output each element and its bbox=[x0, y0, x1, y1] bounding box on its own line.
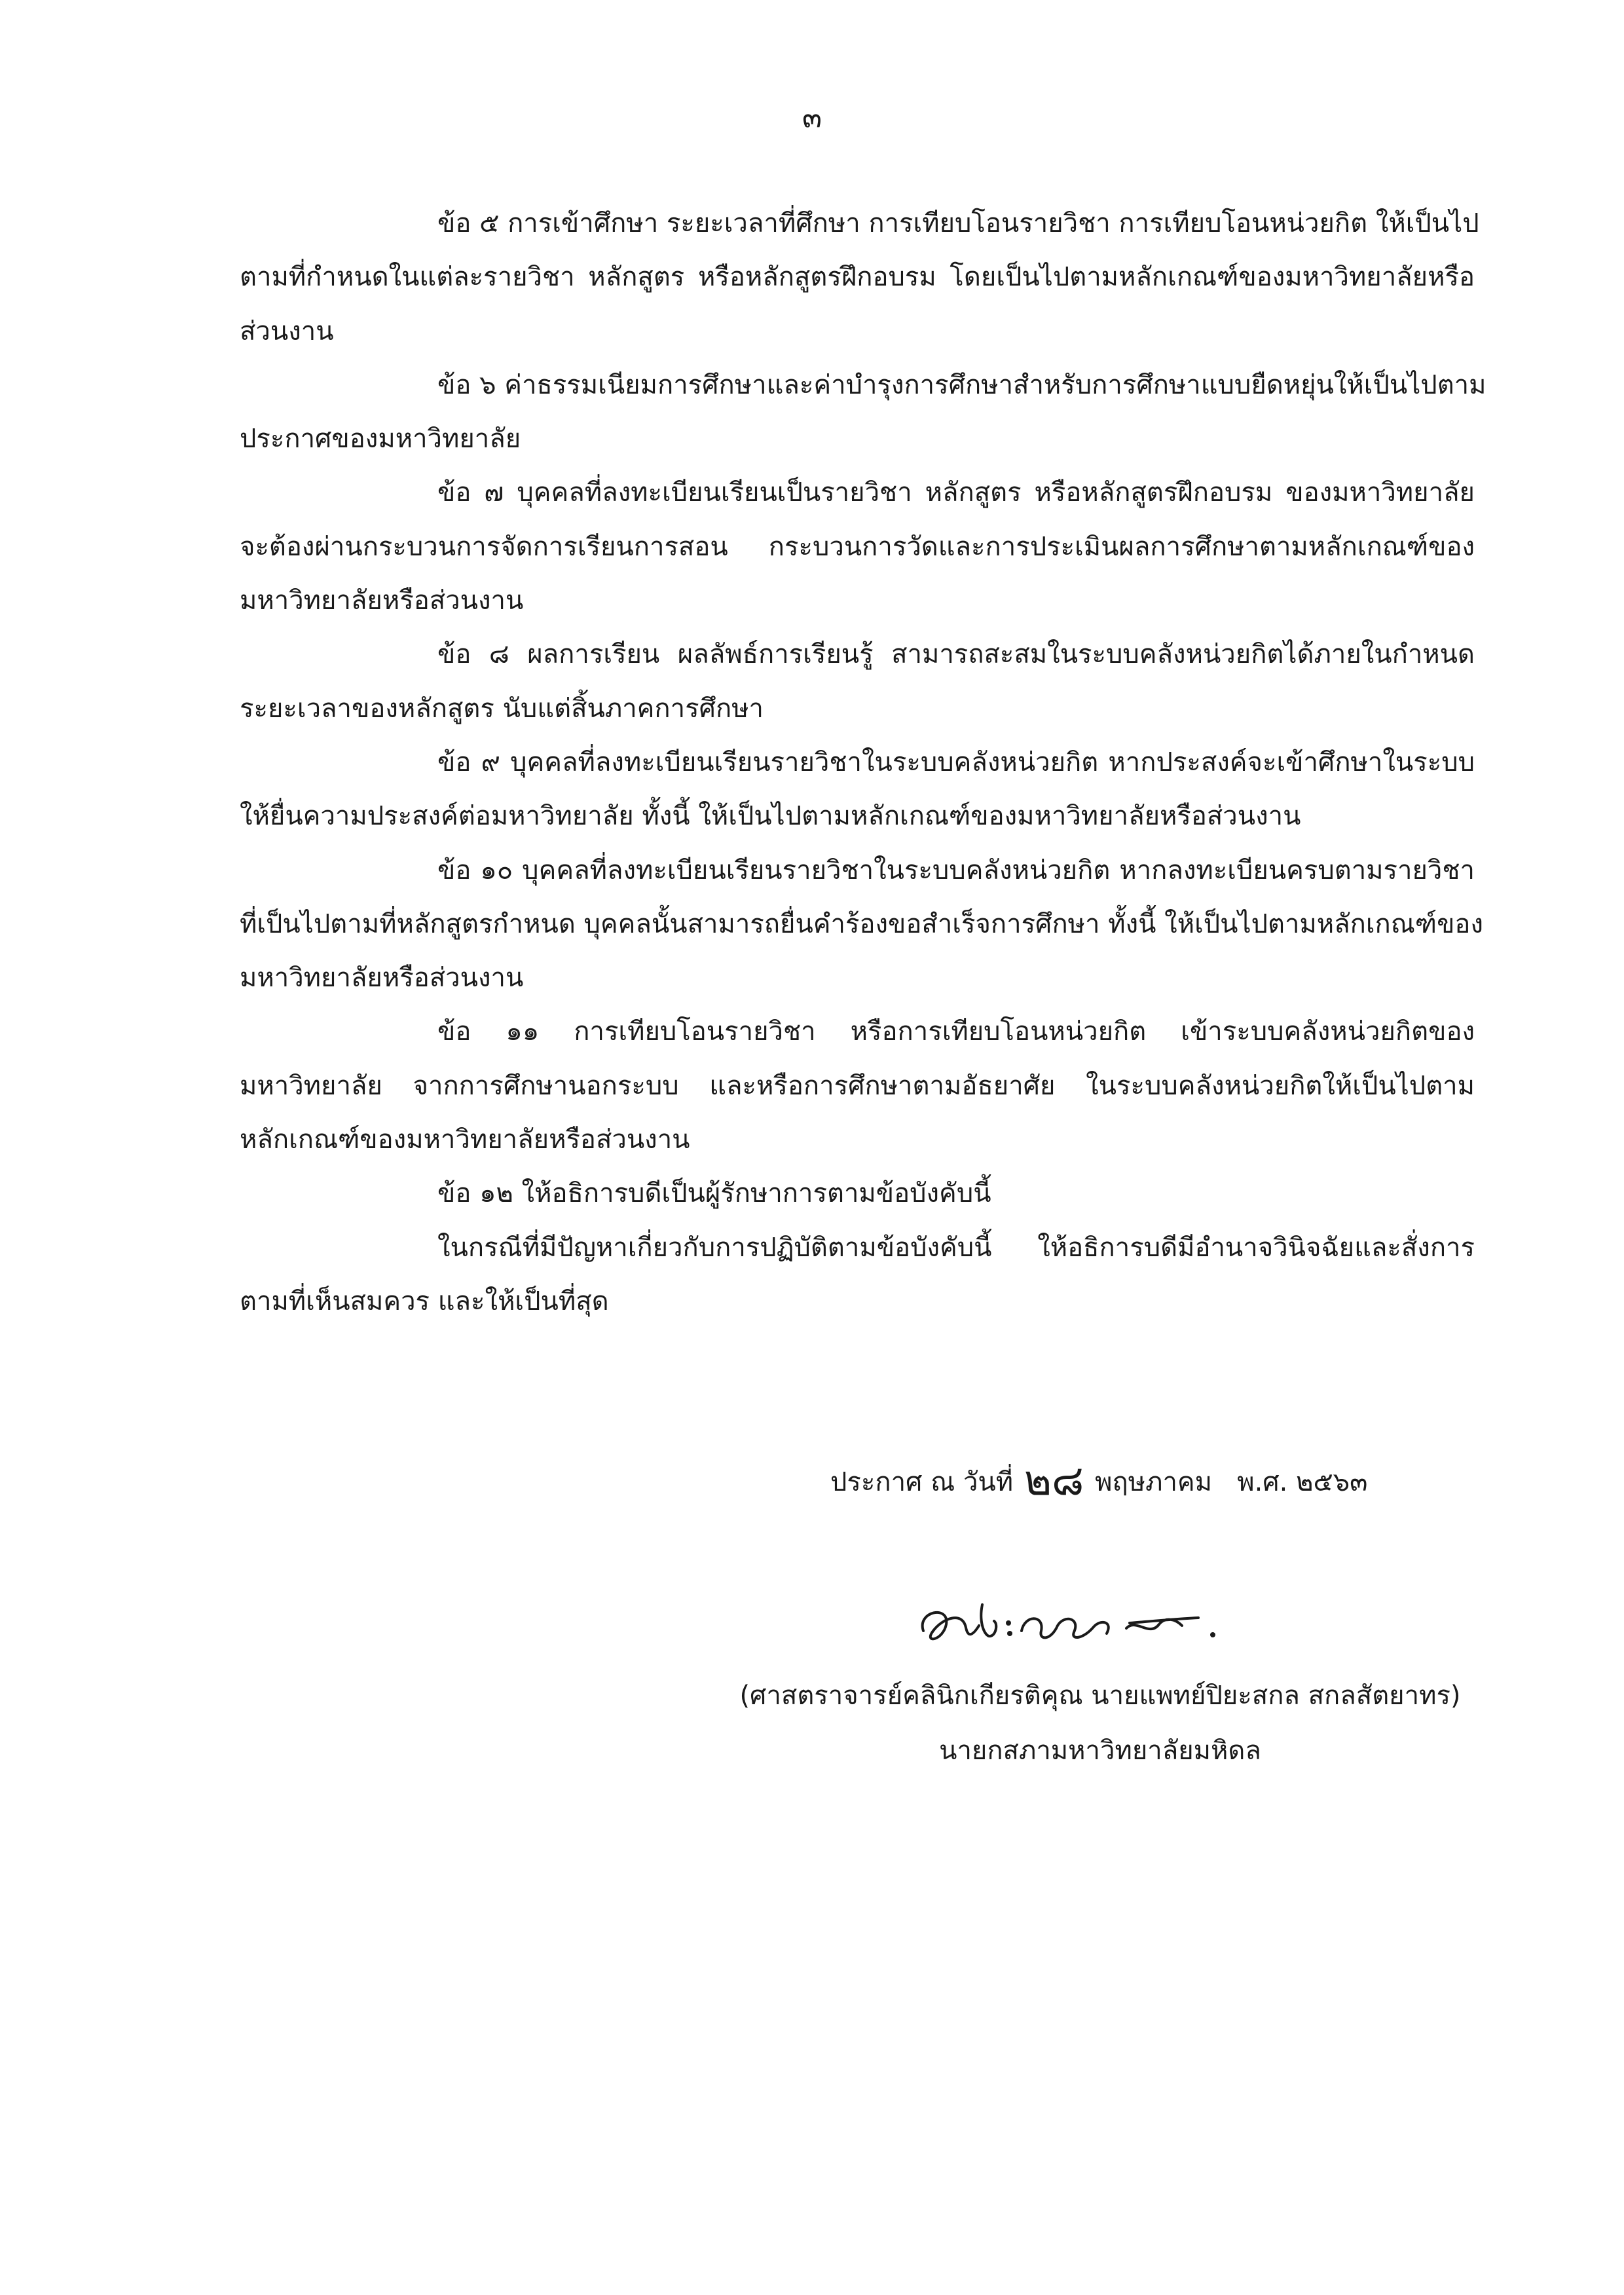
clause-12 bbox=[240, 1166, 1475, 1220]
clause-final-authority bbox=[240, 1221, 1475, 1329]
announcement-day-handwritten: ๒๘ bbox=[1024, 1457, 1084, 1505]
clause-8 bbox=[240, 627, 1475, 736]
page-number: ๓ bbox=[802, 101, 822, 134]
clause-6 bbox=[240, 358, 1486, 466]
announcement-year: พ.ศ. ๒๕๖๓ bbox=[1237, 1467, 1368, 1497]
clause-first-line: ข้อ ๖ ค่าธรรมเนียมการศึกษาและค่าบำรุงการศึกษาสำหรับการศึกษาแบบยืดหยุ่นให้เป็นไปตาม bbox=[437, 369, 1486, 400]
clause-line: มหาวิทยาลัย จากการศึกษานอกระบบ และหรือการศึกษาตามอัธยาศัย ในระบบคลังหน่วยกิตให้เป็นไปตาม bbox=[240, 1070, 1475, 1101]
clause-line: ที่เป็นไปตามที่หลักสูตรกำหนด บุคคลนั้นสามารถยื่นคำร้องขอสำเร็จการศึกษา ทั้งนี้ ให้เป็นไปตามหลักเกณฑ์ของ bbox=[240, 908, 1483, 939]
clause-9 bbox=[240, 736, 1475, 844]
clause-first-line: ข้อ ๑๒ ให้อธิการบดีเป็นผู้รักษาการตามข้อบังคับนี้ bbox=[437, 1178, 991, 1209]
announcement-prefix: ประกาศ ณ วันที่ bbox=[830, 1467, 1014, 1497]
clause-first-line: ข้อ ๘ ผลการเรียน ผลลัพธ์การเรียนรู้ สามารถสะสมในระบบคลังหน่วยกิตได้ภายในกำหนด bbox=[437, 639, 1475, 670]
announcement-date bbox=[830, 1455, 1367, 1509]
signer-title: นายกสภามหาวิทยาลัยมหิดล bbox=[939, 1736, 1261, 1766]
clause-line: ตามที่เห็นสมควร และให้เป็นที่สุด bbox=[240, 1286, 609, 1316]
clause-line: ประกาศของมหาวิทยาลัย bbox=[240, 424, 521, 455]
signer-name: (ศาสตราจารย์คลินิกเกียรติคุณ นายแพทย์ปิยะสกล สกลสัตยาทร) bbox=[739, 1681, 1461, 1711]
clause-11 bbox=[240, 1005, 1475, 1166]
clause-line: จะต้องผ่านกระบวนการจัดการเรียนการสอน กระบวนการวัดและการประเมินผลการศึกษาตามหลักเกณฑ์ของ bbox=[240, 531, 1475, 562]
clause-first-line: ข้อ ๑๐ บุคคลที่ลงทะเบียนเรียนรายวิชาในระบบคลังหน่วยกิต หากลงทะเบียนครบตามรายวิชา bbox=[437, 855, 1475, 886]
clause-line: ระยะเวลาของหลักสูตร นับแต่สิ้นภาคการศึกษา bbox=[240, 693, 764, 724]
clause-first-line: ในกรณีที่มีปัญหาเกี่ยวกับการปฏิบัติตามข้อบังคับนี้ ให้อธิการบดีมีอำนาจวินิจฉัยและสั่งการ bbox=[437, 1232, 1475, 1263]
clause-first-line: ข้อ ๑๑ การเทียบโอนรายวิชา หรือการเทียบโอนหน่วยกิต เข้าระบบคลังหน่วยกิตของ bbox=[437, 1017, 1475, 1047]
clause-line: หลักเกณฑ์ของมหาวิทยาลัยหรือส่วนงาน bbox=[240, 1125, 690, 1155]
clause-first-line: ข้อ ๕ การเข้าศึกษา ระยะเวลาที่ศึกษา การเทียบโอนรายวิชา การเทียบโอนหน่วยกิต ให้เป็นไป bbox=[437, 208, 1479, 238]
clause-line: มหาวิทยาลัยหรือส่วนงาน bbox=[240, 586, 524, 616]
clause-line: ส่วนงาน bbox=[240, 316, 334, 346]
clause-7 bbox=[240, 466, 1475, 627]
document-body bbox=[240, 196, 1486, 1328]
clause-line: มหาวิทยาลัยหรือส่วนงาน bbox=[240, 963, 524, 994]
announcement-month: พฤษภาคม bbox=[1095, 1467, 1213, 1497]
handwritten-signature bbox=[910, 1585, 1238, 1657]
clause-first-line: ข้อ ๙ บุคคลที่ลงทะเบียนเรียนรายวิชาในระบบคลังหน่วยกิต หากประสงค์จะเข้าศึกษาในระบบ bbox=[437, 747, 1475, 777]
clause-first-line: ข้อ ๗ บุคคลที่ลงทะเบียนเรียนเป็นรายวิชา หลักสูตร หรือหลักสูตรฝึกอบรม ของมหาวิทยาลัย bbox=[437, 477, 1475, 508]
clause-10 bbox=[240, 844, 1483, 1005]
clause-line: ให้ยื่นความประสงค์ต่อมหาวิทยาลัย ทั้งนี้ ให้เป็นไปตามหลักเกณฑ์ของมหาวิทยาลัยหรือส่วนงาน bbox=[240, 801, 1301, 832]
clause-line: ตามที่กำหนดในแต่ละรายวิชา หลักสูตร หรือหลักสูตรฝึกอบรม โดยเป็นไปตามหลักเกณฑ์ของมหาวิทยาลัยหรือ bbox=[240, 262, 1475, 293]
clause-5 bbox=[240, 196, 1479, 358]
